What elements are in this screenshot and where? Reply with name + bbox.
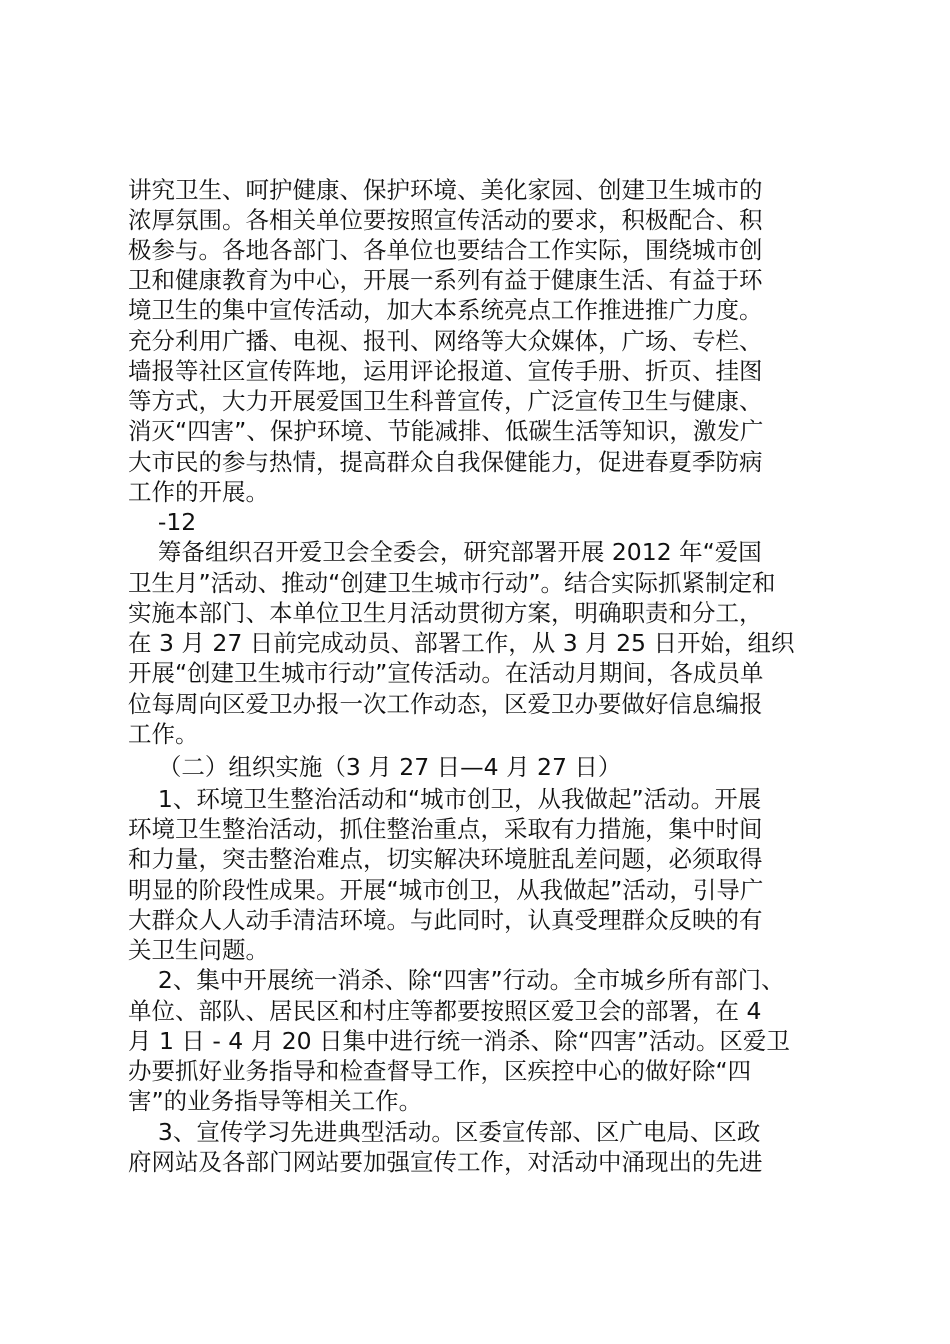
text-line: 2、集中开展统一消杀、除“四害”行动。全市城乡所有部门、	[128, 966, 785, 994]
text-line: 浓厚氛围。各相关单位要按照宣传活动的要求，积极配合、积	[128, 206, 763, 234]
text-line: 位每周向区爱卫办报一次工作动态，区爱卫办要做好信息编报	[128, 690, 763, 718]
text-line: 环境卫生整治活动，抓住整治重点，采取有力措施，集中时间	[128, 815, 763, 843]
text-line: 消灭“四害”、保护环境、节能减排、低碳生活等知识，激发广	[128, 417, 764, 445]
text-line: 工作的开展。	[128, 478, 269, 506]
text-line: 工作。	[128, 720, 199, 748]
text-line: 讲究卫生、呵护健康、保护环境、美化家园、创建卫生城市的	[128, 176, 763, 204]
text-line: 充分利用广播、电视、报刊、网络等大众媒体，广场、专栏、	[128, 327, 763, 355]
text-line: 办要抓好业务指导和检查督导工作，区疾控中心的做好除“四	[128, 1057, 752, 1085]
text-line: -12	[128, 508, 197, 536]
text-line: 月 1 日 - 4 月 20 日集中进行统一消杀、除“四害”活动。区爱卫	[128, 1027, 790, 1055]
text-line: 单位、部队、居民区和村庄等都要按照区爱卫会的部署，在 4	[128, 997, 762, 1025]
text-line: 府网站及各部门网站要加强宣传工作，对活动中涌现出的先进	[128, 1148, 763, 1176]
text-line: 境卫生的集中宣传活动，加大本系统亮点工作推进推广力度。	[128, 296, 763, 324]
text-line: 极参与。各地各部门、各单位也要结合工作实际，围绕城市创	[128, 236, 763, 264]
text-line: 大群众人人动手清洁环境。与此同时，认真受理群众反映的有	[128, 906, 763, 934]
text-line: 墙报等社区宣传阵地，运用评论报道、宣传手册、折页、挂图	[128, 357, 763, 385]
text-line: 卫和健康教育为中心，开展一系列有益于健康生活、有益于环	[128, 266, 763, 294]
text-line: 大市民的参与热情，提高群众自我保健能力，促进春夏季防病	[128, 448, 763, 476]
text-line: 1、环境卫生整治活动和“城市创卫，从我做起”活动。开展	[128, 785, 762, 813]
text-line: 关卫生问题。	[128, 936, 269, 964]
text-line: 害”的业务指导等相关工作。	[128, 1087, 423, 1115]
text-line: 和力量，突击整治难点，切实解决环境脏乱差问题，必须取得	[128, 845, 763, 873]
text-line: 在 3 月 27 日前完成动员、部署工作，从 3 月 25 日开始，组织	[128, 629, 795, 657]
text-line: 开展“创建卫生城市行动”宣传活动。在活动月期间，各成员单	[128, 659, 764, 687]
text-line: 卫生月”活动、推动“创建卫生城市行动”。结合实际抓紧制定和	[128, 569, 776, 597]
text-line: 明显的阶段性成果。开展“城市创卫，从我做起”活动，引导广	[128, 876, 764, 904]
text-line: 3、宣传学习先进典型活动。区委宣传部、区广电局、区政	[128, 1118, 761, 1146]
section-heading: （二）组织实施（3 月 27 日—4 月 27 日）	[128, 753, 622, 781]
text-line: 实施本部门、本单位卫生月活动贯彻方案，明确职责和分工，	[128, 599, 763, 627]
text-line: 筹备组织召开爱卫会全委会，研究部署开展 2012 年“爱国	[128, 538, 762, 566]
text-line: 等方式，大力开展爱国卫生科普宣传，广泛宣传卫生与健康、	[128, 387, 763, 415]
